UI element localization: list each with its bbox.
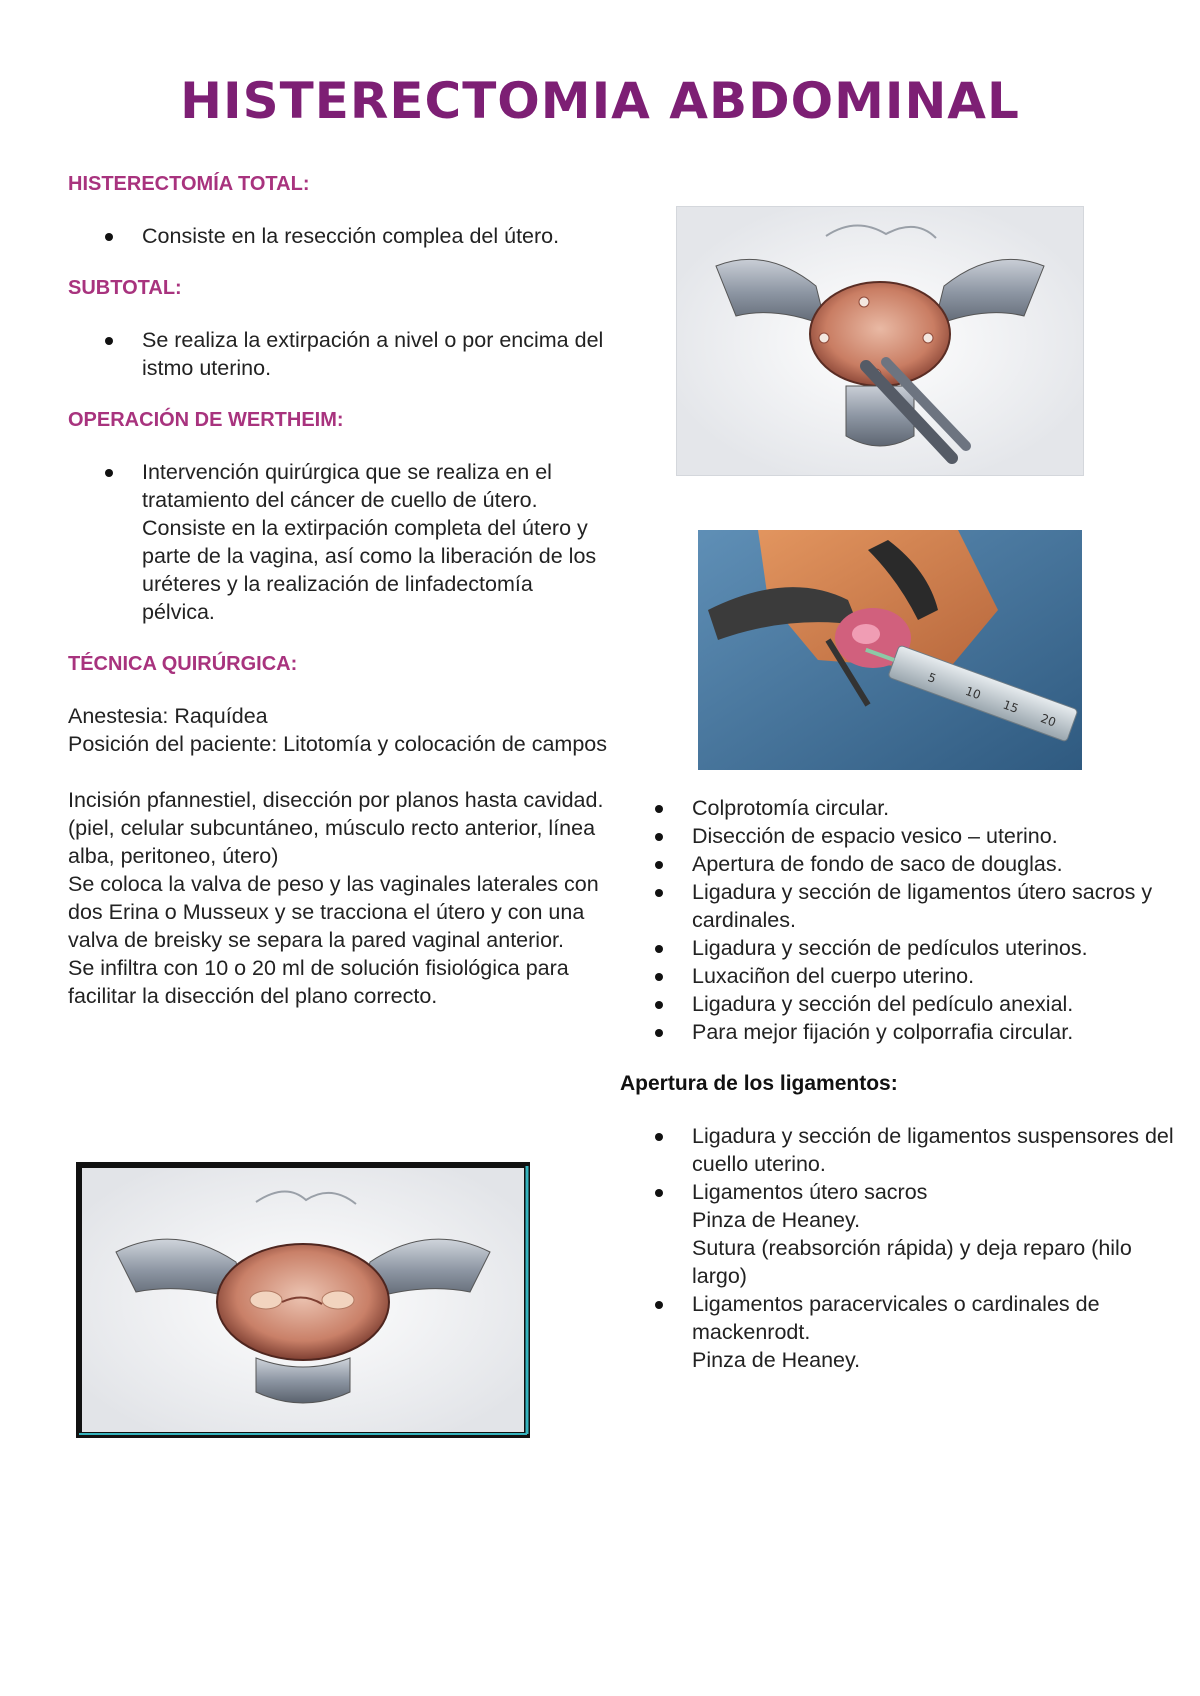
list-item: Ligadura y sección de ligamentos suspensores del cuello uterino. [692, 1122, 1180, 1178]
syringe-mark: 5 [925, 670, 938, 686]
text-anestesia: Anestesia: Raquídea [68, 704, 268, 728]
list-item: Luxaciñon del cuerpo uterino. [692, 962, 1180, 990]
list-subtotal [68, 326, 608, 382]
document-title: HISTERECTOMIA ABDOMINAL [180, 72, 1020, 130]
list-item: Intervención quirúrgica que se realiza en el tratamiento del cáncer de cuello de útero. Consiste en la extirpación completa del útero y parte de la vagina, así como la liberación de los uréteres y la realización de linfadectomía pélvica. [142, 458, 608, 626]
syringe-mark: 20 [1038, 711, 1058, 730]
surgical-illustration-speculum [676, 206, 1084, 476]
list-item: Se realiza la extirpación a nivel o por encima del istmo uterino. [142, 326, 608, 382]
heading-histerectomia-total: HISTERECTOMÍA TOTAL: [68, 173, 310, 195]
syringe-mark: 10 [963, 683, 983, 703]
list-item: Consiste en la resección complea del útero. [142, 222, 608, 250]
heading-apertura-ligamentos: Apertura de los ligamentos: [620, 1072, 898, 1095]
list-item: Disección de espacio vesico – uterino. [692, 822, 1180, 850]
list-item: Colprotomía circular. [692, 794, 1180, 822]
ligaments-list [620, 1122, 1180, 1374]
steps-list [620, 794, 1180, 1046]
list-histerectomia-total [68, 222, 608, 250]
list-item: Ligadura y sección de pedículos uterinos. [692, 934, 1180, 962]
text-valva: Se coloca la valva de peso y las vaginales laterales con dos Erina o Musseux y se tracciona el útero y con una valva de breisky se separa la pared vaginal anterior. [68, 872, 599, 952]
surgical-photo-drawing [698, 530, 1082, 770]
text-incision: Incisión pfannestiel, disección por planos hasta cavidad. (piel, celular subcuntáneo, músculo recto anterior, línea alba, peritoneo, útero) [68, 788, 604, 868]
heading-tecnica-quirurgica: TÉCNICA QUIRÚRGICA: [68, 653, 298, 675]
text-posicion: Posición del paciente: Litotomía y colocación de campos [68, 732, 608, 756]
list-item: Ligamentos útero sacros Pinza de Heaney. Sutura (reabsorción rápida) y deja reparo (hilo largo) [692, 1178, 1180, 1290]
heading-wertheim: OPERACIÓN DE WERTHEIM: [68, 409, 344, 431]
list-item: Para mejor fijación y colporrafia circular. [692, 1018, 1180, 1046]
surgical-illustration-drawing [676, 206, 1084, 476]
text-infiltra: Se infiltra con 10 o 20 ml de solución fisiológica para facilitar la disección del plano correcto. [68, 956, 569, 1008]
list-item: Ligadura y sección del pedículo anexial. [692, 990, 1180, 1018]
left-column [68, 170, 608, 1010]
syringe-mark: 15 [1001, 697, 1021, 716]
surgical-illustration-framed [76, 1162, 530, 1438]
list-wertheim [68, 458, 608, 626]
framed-illustration-drawing [76, 1162, 530, 1438]
list-item: Apertura de fondo de saco de douglas. [692, 850, 1180, 878]
list-item: Ligamentos paracervicales o cardinales de mackenrodt. Pinza de Heaney. [692, 1290, 1180, 1374]
heading-subtotal: SUBTOTAL: [68, 277, 182, 299]
list-item: Ligadura y sección de ligamentos útero sacros y cardinales. [692, 878, 1180, 934]
procedure-steps [620, 794, 1180, 1374]
surgical-photo-infiltration [698, 530, 1082, 770]
